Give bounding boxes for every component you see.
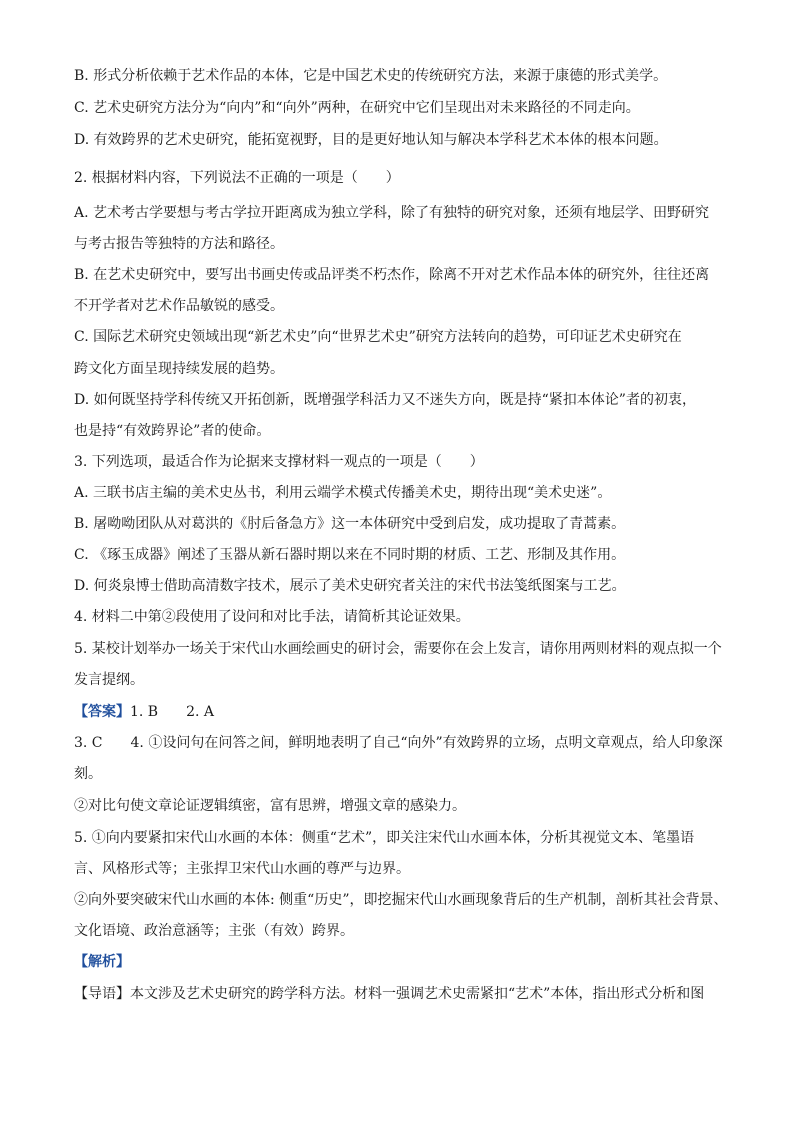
option-d-q2-cont: 也是持“有效跨界论”者的使命。 <box>74 423 271 439</box>
analysis-label: 【解析】 <box>74 954 130 970</box>
answer-line-3: 刻。 <box>74 766 102 782</box>
option-c-q2-cont: 跨文化方面呈现持续发展的趋势。 <box>74 361 284 377</box>
guide-label: 【导语】 <box>74 986 130 1002</box>
answer-line-1 <box>74 702 214 722</box>
answer-line-5: 5. ①向内要紧扣宋代山水画的本体：侧重“艺术”，即关注宋代山水画本体，分析其视觉文本、笔墨语 <box>74 830 695 846</box>
question-3: 3. 下列选项，最适合作为论据来支撑材料一观点的一项是（ ） <box>74 454 484 470</box>
guide-text: 本文涉及艺术史研究的跨学科方法。材料一强调艺术史需紧扣“艺术”本体，指出形式分析和图 <box>130 986 705 1002</box>
guide-line <box>74 984 704 1004</box>
answer-line-8: 文化语境、政治意涵等；主张（有效）跨界。 <box>74 923 354 939</box>
question-2: 2. 根据材料内容，下列说法不正确的一项是（ ） <box>74 170 400 186</box>
answer-line-7: ②向外要突破宋代山水画的本体: 侧重“历史”，即挖掘宋代山水画现象背后的生产机制，剖析其社会背景、 <box>74 892 728 908</box>
question-5-cont: 发言提纲。 <box>74 672 144 688</box>
option-b-q2: B. 在艺术史研究中，要写出书画史传或品评类不朽杰作，除离不开对艺术作品本体的研究外，往往还离 <box>74 267 710 283</box>
answer-line-4: ②对比句使文章论证逻辑缜密，富有思辨，增强文章的感染力。 <box>74 798 466 814</box>
option-a-q2-cont: 与考古报告等独特的方法和路径。 <box>74 236 284 252</box>
option-a-q3: A. 三联书店主编的美术史丛书，利用云端学术模式传播美术史，期待出现“美术史迷”。 <box>74 485 612 501</box>
option-c-q1: C. 艺术史研究方法分为“向内”和“向外”两种，在研究中它们呈现出对未来路径的不同走向。 <box>74 100 640 116</box>
option-c-q3: C. 《琢玉成器》阐述了玉器从新石器时期以来在不同时期的材质、工艺、形制及其作用。 <box>74 547 626 563</box>
answer-text-1: 1. B 2. A <box>130 704 215 720</box>
option-d-q3: D. 何炎泉博士借助高清数字技术，展示了美术史研究者关注的宋代书法笺纸图案与工艺。 <box>74 578 626 594</box>
option-c-q2: C. 国际艺术研究史领域出现“新艺术史”向“世界艺术史”研究方法转向的趋势，可印证艺术史研究在 <box>74 329 682 345</box>
option-d-q2: D. 如何既坚持学科传统又开拓创新，既增强学科活力又不迷失方向，既是持“紧扣本体论”者的初衷， <box>74 392 696 408</box>
option-d-q1: D. 有效跨界的艺术史研究，能拓宽视野，目的是更好地认知与解决本学科艺术本体的根本问题。 <box>74 132 668 148</box>
option-b-q1: B. 形式分析依赖于艺术作品的本体，它是中国艺术史的传统研究方法，来源于康德的形式美学。 <box>74 68 668 84</box>
answer-line-6: 言、风格形式等；主张捍卫宋代山水画的尊严与边界。 <box>74 861 410 877</box>
option-b-q3: B. 屠呦呦团队从对葛洪的《肘后备急方》这一本体研究中受到启发，成功提取了青蒿素。 <box>74 516 626 532</box>
question-4: 4. 材料二中第②段使用了设问和对比手法，请简析其论证效果。 <box>74 609 470 625</box>
option-b-q2-cont: 不开学者对艺术作品敏锐的感受。 <box>74 298 284 314</box>
option-a-q2: A. 艺术考古学要想与考古学拉开距离成为独立学科，除了有独特的研究对象，还须有地层学、田野研究 <box>74 205 710 221</box>
analysis-heading <box>74 952 130 972</box>
answer-label: 【答案】 <box>74 704 130 720</box>
question-5: 5. 某校计划举办一场关于宋代山水画绘画史的研讨会，需要你在会上发言，请你用两则材料的观点拟一个 <box>74 641 722 657</box>
answer-line-2: 3. C 4. ①设问句在问答之间，鲜明地表明了自己“向外”有效跨界的立场，点明文章观点，给人印象深 <box>74 735 723 751</box>
